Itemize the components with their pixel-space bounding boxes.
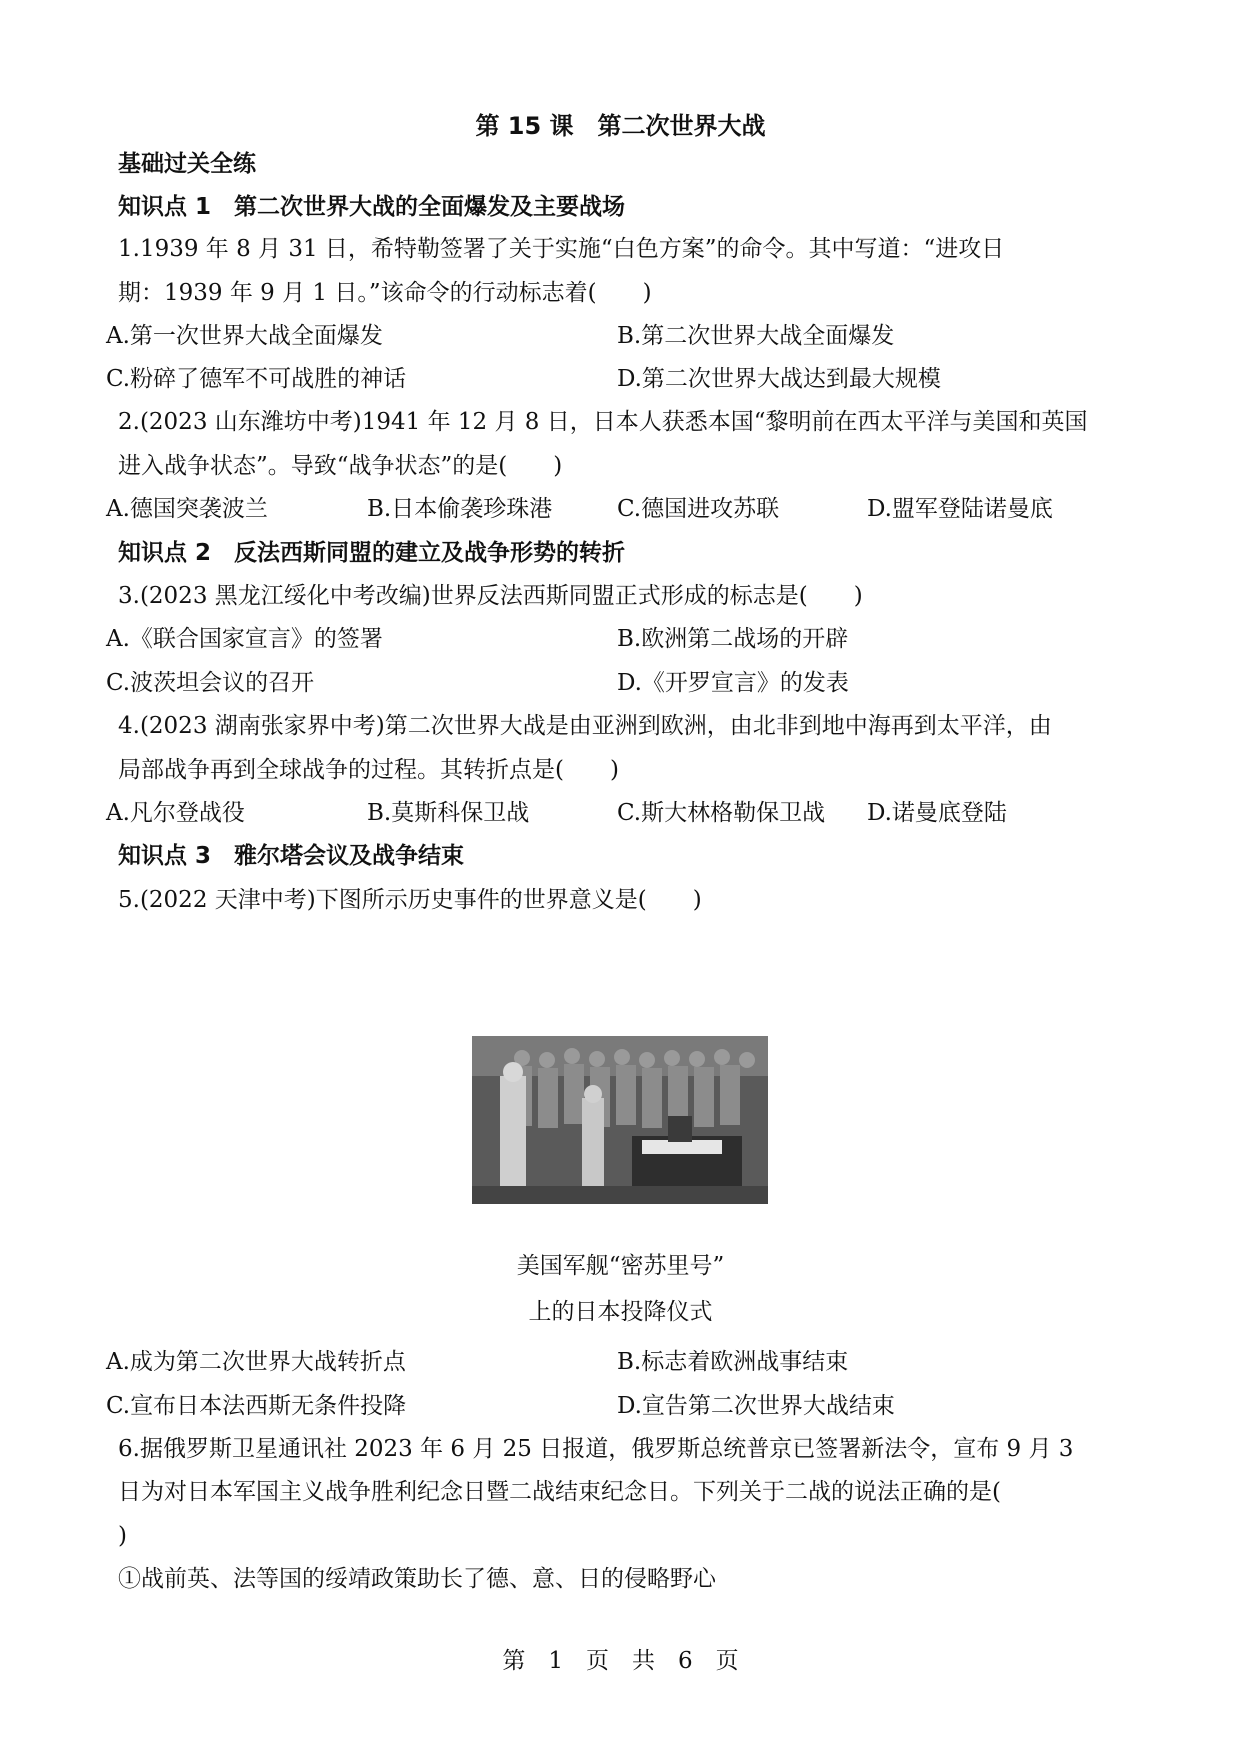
- q6-stem-line3: ): [118, 1523, 127, 1549]
- q2-option-a: A.德国突袭波兰: [106, 496, 268, 522]
- knowledge-point-2: 知识点 2 反法西斯同盟的建立及战争形势的转折: [118, 540, 626, 566]
- q4-option-c: C.斯大林格勒保卫战: [617, 800, 826, 826]
- q1-option-a: A.第一次世界大战全面爆发: [106, 323, 383, 349]
- q6-statement-1: ①战前英、法等国的绥靖政策助长了德、意、日的侵略野心: [118, 1566, 716, 1592]
- q5-option-a: A.成为第二次世界大战转折点: [106, 1349, 406, 1375]
- q3-option-b: B.欧洲第二战场的开辟: [617, 626, 849, 652]
- q1-option-b: B.第二次世界大战全面爆发: [617, 323, 895, 349]
- q3-option-c: C.波茨坦会议的召开: [106, 670, 315, 696]
- q2-stem-line1: 2.(2023 山东潍坊中考)1941 年 12 月 8 日，日本人获悉本国“黎明前在西太平洋与美国和英国: [118, 409, 1088, 435]
- q4-option-a: A.凡尔登战役: [106, 800, 245, 826]
- q4-option-d: D.诺曼底登陆: [867, 800, 1007, 826]
- q1-stem-line2: 期：1939 年 9 月 1 日。”该命令的行动标志着( ): [118, 280, 652, 306]
- knowledge-point-1: 知识点 1 第二次世界大战的全面爆发及主要战场: [118, 194, 626, 220]
- q5-option-d: D.宣告第二次世界大战结束: [617, 1393, 895, 1419]
- q2-stem-line2: 进入战争状态”。导致“战争状态”的是( ): [118, 453, 563, 479]
- q2-option-c: C.德国进攻苏联: [617, 496, 780, 522]
- q3-stem-line1: 3.(2023 黑龙江绥化中考改编)世界反法西斯同盟正式形成的标志是( ): [118, 583, 863, 609]
- q5-option-c: C.宣布日本法西斯无条件投降: [106, 1393, 407, 1419]
- q5-option-b: B.标志着欧洲战事结束: [617, 1349, 849, 1375]
- q2-option-b: B.日本偷袭珍珠港: [367, 496, 553, 522]
- q1-stem-line1: 1.1939 年 8 月 31 日，希特勒签署了关于实施“白色方案”的命令。其中写道：“进攻日: [118, 236, 1005, 262]
- q5-stem-line1: 5.(2022 天津中考)下图所示历史事件的世界意义是( ): [118, 887, 702, 913]
- photo-caption-line2: 上的日本投降仪式: [528, 1299, 713, 1325]
- q4-stem-line1: 4.(2023 湖南张家界中考)第二次世界大战是由亚洲到欧洲，由北非到地中海再到太平洋，由: [118, 713, 1052, 739]
- q6-stem-line1: 6.据俄罗斯卫星通讯社 2023 年 6 月 25 日报道，俄罗斯总统普京已签署新法令，宣布 9 月 3: [118, 1436, 1074, 1462]
- q1-option-d: D.第二次世界大战达到最大规模: [617, 366, 941, 392]
- q3-option-d: D.《开罗宣言》的发表: [617, 670, 849, 696]
- q2-option-d: D.盟军登陆诺曼底: [867, 496, 1053, 522]
- q3-option-a: A.《联合国家宣言》的签署: [106, 626, 383, 652]
- q4-stem-line2: 局部战争再到全球战争的过程。其转折点是( ): [118, 757, 619, 783]
- q4-option-b: B.莫斯科保卫战: [367, 800, 530, 826]
- knowledge-point-3: 知识点 3 雅尔塔会议及战争结束: [118, 843, 465, 869]
- surrender-ceremony-photo: [472, 1036, 768, 1204]
- q1-option-c: C.粉碎了德军不可战胜的神话: [106, 366, 407, 392]
- section-heading: 基础过关全练: [118, 151, 256, 177]
- lesson-title: 第 15 课 第二次世界大战: [475, 112, 766, 140]
- photo-caption-line1: 美国军舰“密苏里号”: [516, 1253, 725, 1279]
- page-footer: 第 1 页 共 6 页: [502, 1648, 739, 1674]
- q6-stem-line2: 日为对日本军国主义战争胜利纪念日暨二战结束纪念日。下列关于二战的说法正确的是(: [118, 1479, 1001, 1505]
